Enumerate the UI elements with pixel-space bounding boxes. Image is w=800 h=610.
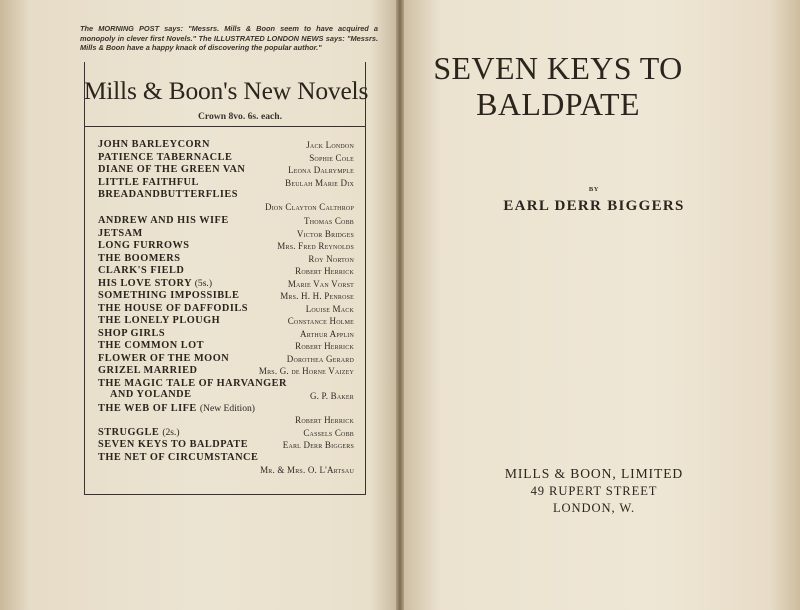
advertisement-price: Crown 8vo. 6s. each.	[197, 111, 283, 122]
book-title: THE BOOMERS	[98, 252, 181, 264]
book-title-wrap	[98, 427, 180, 438]
book-author: Robert Herrick	[295, 414, 354, 425]
book-list-item	[98, 265, 354, 278]
book-author: Roy Norton	[308, 253, 354, 264]
book-title: THE NET OF CIRCUMSTANCE	[98, 451, 259, 463]
book-title: THE HOUSE OF DAFFODILS	[98, 302, 248, 314]
book-list-item	[98, 215, 354, 228]
book-title-line-2: BALDPATE	[476, 86, 640, 122]
book-author: Cassels Cobb	[303, 427, 354, 438]
book-author: Louise Mack	[305, 303, 354, 314]
book-title: THE MAGIC TALE OF HARVANGER	[98, 377, 287, 389]
author-name: EARL DERR BIGGERS	[503, 198, 685, 214]
book-list-item	[98, 315, 354, 328]
book-author: Dorothea Gerard	[286, 353, 354, 364]
book-author: Mrs. Fred Reynolds	[277, 241, 354, 251]
book-title-continued: AND YOLANDE	[110, 388, 192, 400]
book-list-item	[98, 253, 354, 266]
book-author: Robert Herrick	[295, 266, 354, 276]
book-author: Mrs. G. de Horne Vaizey	[258, 366, 354, 376]
book-list-item	[98, 164, 354, 177]
book-title: CLARK'S FIELD	[98, 265, 185, 276]
book-price-note: (2s.)	[162, 426, 180, 438]
book-author: Robert Herrick	[295, 341, 354, 351]
book-title: SEVEN KEYS TO BALDPATE	[98, 439, 249, 450]
book-author: Earl Derr Biggers	[282, 440, 354, 450]
publisher-city: LONDON, W.	[552, 501, 636, 515]
book-title-wrap	[98, 278, 212, 289]
book-title: THE LONELY PLOUGH	[98, 315, 221, 326]
byline-label: BY	[588, 186, 600, 193]
book-list-item	[98, 303, 354, 316]
press-notice: The MORNING POST says: "Messrs. Mills & Boon seem to have acquired a monopoly in clever first Novels." The ILLUSTRATED LONDON NEWS says: "Messrs. Mills & Boon have a happy knack of discovering the popular author."	[80, 24, 378, 53]
book-title: ANDREW AND HIS WIFE	[98, 215, 229, 226]
book-title: LITTLE FAITHFUL	[98, 176, 199, 188]
publisher-name: MILLS & BOON, LIMITED	[504, 466, 684, 481]
book-title: STRUGGLE	[98, 426, 160, 438]
book-author: G. P. Baker	[309, 390, 354, 401]
book-list	[98, 139, 354, 478]
book-list-item	[98, 353, 354, 366]
advertisement-title: Mills & Boon's New Novels	[83, 76, 369, 105]
book-list-item	[98, 427, 354, 440]
book-title: FLOWER OF THE MOON	[98, 352, 230, 364]
book-title: PATIENCE TABERNACLE	[98, 151, 233, 163]
book-price-note: (5s.)	[194, 277, 213, 289]
book-title-line-1: SEVEN KEYS TO	[433, 50, 683, 86]
book-title-heading	[402, 50, 714, 122]
book-author: Dion Clayton Calthrop	[265, 202, 354, 212]
book-list-item	[98, 139, 354, 152]
book-author: Beulah Marie Dix	[285, 177, 354, 188]
publisher-street: 49 RUPERT STREET	[530, 483, 658, 498]
book-list-item	[98, 439, 354, 452]
book-list-item	[98, 228, 354, 241]
book-list-item	[98, 340, 354, 353]
book-author: Victor Bridges	[296, 228, 354, 239]
book-title: DIANE OF THE GREEN VAN	[98, 164, 246, 175]
book-list-item	[98, 452, 354, 478]
book-list-item	[98, 177, 354, 190]
book-title: SHOP GIRLS	[98, 327, 166, 339]
book-title: HIS LOVE STORY	[98, 277, 192, 289]
book-title: JOHN BARLEYCORN	[98, 139, 210, 150]
book-edition-note: (New Edition)	[199, 402, 255, 414]
book-title: BREADANDBUTTERFLIES	[98, 189, 238, 200]
book-list-item	[98, 403, 354, 427]
book-list-item	[98, 240, 354, 253]
book-list-item	[98, 378, 354, 403]
book-title: LONG FURROWS	[98, 240, 190, 251]
book-list-item	[98, 278, 354, 291]
book-list-item	[98, 365, 354, 378]
book-list-item	[98, 290, 354, 303]
book-title: THE WEB OF LIFE	[98, 402, 197, 414]
book-author: Sophie Cole	[309, 152, 354, 163]
book-author: Mr. & Mrs. O. L'Artsau	[260, 464, 354, 475]
publisher-imprint	[474, 465, 714, 518]
book-author: Marie Van Vorst	[287, 278, 354, 289]
book-author: Thomas Cobb	[304, 216, 354, 226]
book-list-item	[98, 152, 354, 165]
book-title: SOMETHING IMPOSSIBLE	[98, 290, 240, 301]
book-author: Mrs. H. H. Penrose	[280, 291, 354, 301]
book-title: GRIZEL MARRIED	[98, 365, 198, 376]
book-author: Arthur Applin	[300, 328, 354, 339]
advertisement-divider	[84, 126, 365, 127]
book-author: Jack London	[306, 140, 354, 150]
book-author: Constance Holme	[287, 316, 354, 326]
book-title-wrap	[98, 403, 255, 414]
book-list-item	[98, 189, 354, 215]
book-list-item	[98, 328, 354, 341]
book-title: THE COMMON LOT	[98, 340, 204, 351]
book-title: JETSAM	[98, 227, 143, 239]
book-author: Leona Dalrymple	[288, 165, 354, 175]
